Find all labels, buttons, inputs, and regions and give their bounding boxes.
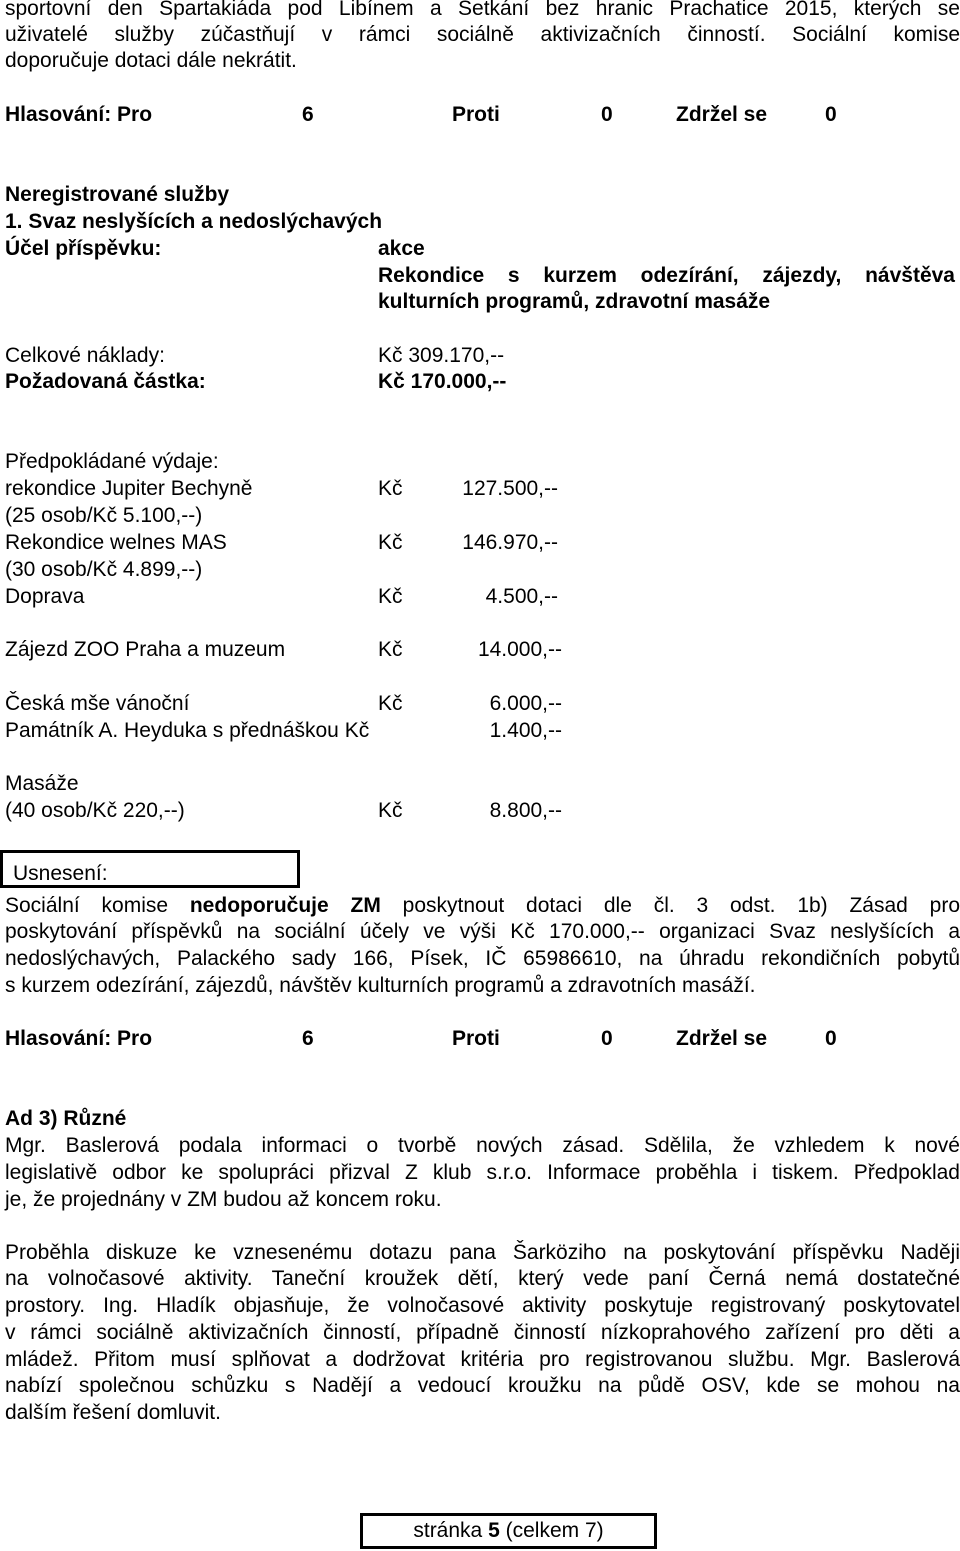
- resolution-text: poskytnout dotaci dle čl. 3 odst. 1b) Zásad pro: [402, 894, 960, 917]
- vote-zdrzel-count: 0: [825, 1027, 837, 1050]
- expense-name: rekondice Jupiter Bechyně: [5, 477, 253, 500]
- expense-amount: 8.800,--: [489, 799, 562, 822]
- expense-amount: 1.400,--: [489, 719, 562, 742]
- expense-amount: 127.500,--: [462, 477, 558, 500]
- expense-name: Česká mše vánoční: [5, 692, 190, 715]
- resolution-text: Sociální komise: [5, 894, 169, 917]
- expense-sub: (30 osob/Kč 4.899,--): [5, 558, 203, 581]
- paragraph-2-line-2: na volnočasové aktivity. Taneční kroužek dětí, který vede paní Černá nemá dostatečné: [5, 1267, 960, 1290]
- resolution-decision: nedoporučuje: [189, 894, 329, 917]
- purpose-line-3: kulturních programů, zdravotní masáže: [378, 290, 771, 313]
- paragraph-1-line-3: je, že projednány v ZM budou až koncem roku.: [5, 1188, 442, 1211]
- expense-amount: 6.000,--: [489, 692, 562, 715]
- expense-amount: 14.000,--: [477, 638, 562, 661]
- organization-name: 1. Svaz neslyšících a nedoslýchavých: [5, 210, 383, 233]
- total-cost-label: Celkové náklady:: [5, 344, 165, 367]
- expense-amount: 146.970,--: [462, 531, 558, 554]
- expense-currency: Kč: [378, 799, 403, 822]
- expense-amount: 4.500,--: [485, 585, 558, 608]
- vote-pro-count: 6: [302, 1027, 314, 1050]
- page-number-footer: [360, 1513, 657, 1549]
- purpose-value: akce: [378, 237, 425, 260]
- section-heading-various: Ad 3) Různé: [5, 1107, 127, 1130]
- expense-name: Památník A. Heyduka s přednáškou Kč: [5, 719, 370, 742]
- footer-page-total: (celkem 7): [505, 1519, 604, 1542]
- resolution-line-3: nedoslýchavých, Palackého sady 166, Písek, IČ 65986610, na úhradu rekondičních pobytů: [5, 947, 960, 970]
- purpose-label: Účel příspěvku:: [5, 237, 162, 260]
- expense-name: Doprava: [5, 585, 85, 608]
- purpose-line-2: Rekondice s kurzem odezírání, zájezdy, návštěva: [378, 264, 955, 287]
- resolution-label-box: [0, 850, 300, 888]
- footer-page-label: stránka: [413, 1519, 483, 1542]
- paragraph-1-line-1: Mgr. Baslerová podala informaci o tvorbě nových zásad. Sdělila, že vzhledem k nové: [5, 1134, 960, 1157]
- expense-currency: Kč: [378, 692, 403, 715]
- intro-line-1: sportovní den Spartakiáda pod Libínem a Setkání bez hranic Prachatice 2015, kterých se: [5, 0, 960, 20]
- intro-line-3: doporučuje dotaci dále nekrátit.: [5, 49, 297, 72]
- vote-label: Hlasování: Pro: [5, 1027, 153, 1050]
- expense-currency: Kč: [378, 638, 403, 661]
- vote-proti-count: 0: [601, 1027, 613, 1050]
- expense-sub: (25 osob/Kč 5.100,--): [5, 504, 203, 527]
- total-cost-value: Kč 309.170,--: [378, 344, 505, 367]
- vote-proti-label: Proti: [452, 103, 500, 126]
- paragraph-2-line-4: v rámci sociálně aktivizačních činností, případně činností nízkoprahového zařízení pro děti a: [5, 1321, 960, 1344]
- expense-name: (40 osob/Kč 220,--): [5, 799, 185, 822]
- requested-amount-value: Kč 170.000,--: [378, 370, 507, 393]
- vote-zdrzel-label: Zdržel se: [676, 1027, 768, 1050]
- resolution-line-4: s kurzem odezírání, zájezdů, návštěv kulturních programů a zdravotních masáží.: [5, 974, 756, 997]
- expense-currency: Kč: [378, 477, 403, 500]
- vote-pro-count: 6: [302, 103, 314, 126]
- expense-currency: Kč: [378, 531, 403, 554]
- requested-amount-label: Požadovaná částka:: [5, 370, 206, 393]
- intro-line-2: uživatelé služby zúčastňují v rámci sociálně aktivizačních činností. Sociální komise: [5, 23, 960, 46]
- paragraph-1-line-2: legislativě odbor ke spolupráci přizval Z klub s.r.o. Informace proběhla i tiskem. Předpoklad: [5, 1161, 960, 1184]
- resolution-label: Usnesení:: [13, 862, 108, 885]
- expense-name: Zájezd ZOO Praha a muzeum: [5, 638, 286, 661]
- paragraph-2-line-7: dalším řešení domluvit.: [5, 1401, 221, 1424]
- paragraph-2-line-6: nabízí společnou schůzku s Nadějí a vedoucí kroužku na půdě OSV, kde se mohou na: [5, 1374, 960, 1397]
- resolution-line-2: poskytování příspěvků na sociální účely ve výši Kč 170.000,-- organizaci Svaz neslyšících a: [5, 920, 960, 943]
- expense-name: Masáže: [5, 772, 79, 795]
- vote-proti-count: 0: [601, 103, 613, 126]
- vote-zdrzel-label: Zdržel se: [676, 103, 768, 126]
- vote-label: Hlasování: Pro: [5, 103, 153, 126]
- paragraph-2-line-5: mládež. Přitom musí splňovat a dodržovat kritéria pro registrovanou službu. Mgr. Baslerová: [5, 1348, 960, 1371]
- expense-name: Rekondice welnes MAS: [5, 531, 227, 554]
- vote-proti-label: Proti: [452, 1027, 500, 1050]
- paragraph-2-line-1: Proběhla diskuze ke vznesenému dotazu pana Šarköziho na poskytování příspěvku Naději: [5, 1241, 960, 1264]
- expense-currency: Kč: [378, 585, 403, 608]
- resolution-body: ZM: [350, 894, 381, 917]
- section-heading-unregistered: Neregistrované služby: [5, 183, 230, 206]
- vote-zdrzel-count: 0: [825, 103, 837, 126]
- resolution-line-1: [5, 893, 960, 919]
- paragraph-2-line-3: prostory. Ing. Hladík objasňuje, že volnočasové aktivity poskytuje registrovaný poskytovatel: [5, 1294, 960, 1317]
- footer-page-number: 5: [488, 1519, 500, 1542]
- expenses-heading: Předpokládané výdaje:: [5, 450, 219, 473]
